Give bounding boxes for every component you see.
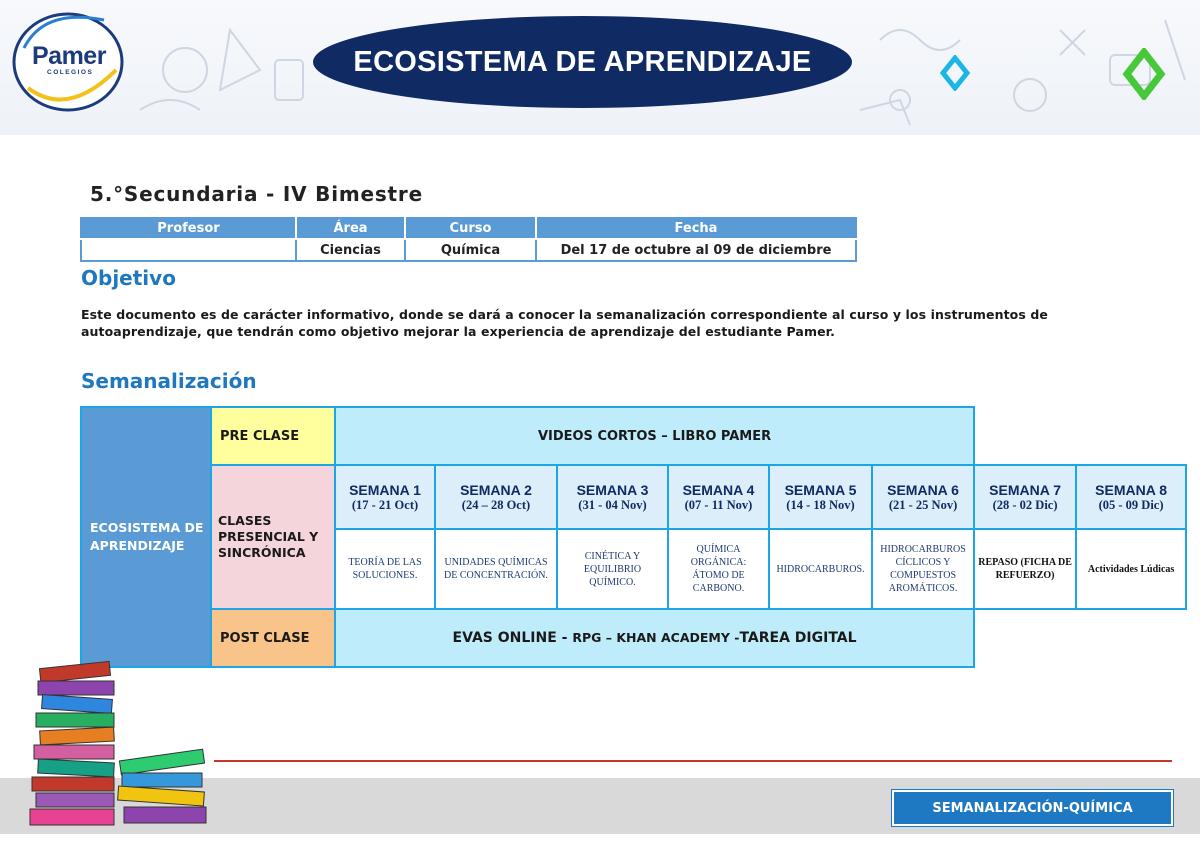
week-4-topic: QUÍMICA ORGÁNICA: ÁTOMO DE CARBONO.: [668, 529, 769, 609]
class-label: CLASES PRESENCIAL Y SINCRÓNICA: [211, 465, 335, 609]
week-1-header: [335, 465, 435, 529]
pre-class-content: VIDEOS CORTOS – LIBRO PAMER: [335, 407, 974, 465]
grade-heading: 5.°Secundaria - IV Bimestre: [90, 182, 423, 206]
schedule-title: Semanalización: [81, 369, 257, 393]
post-class-row: [81, 609, 1186, 667]
week-2-header: [435, 465, 557, 529]
page-title: ECOSISTEMA DE APRENDIZAJE: [353, 45, 812, 78]
week-3-topic: CINÉTICA Y EQUILIBRIO QUÍMICO.: [557, 529, 668, 609]
empty-cell: [974, 407, 1186, 465]
logo-subtext: COLEGIOS: [47, 69, 94, 76]
week-dates: (28 - 02 Dic): [992, 497, 1058, 512]
cyan-diamond-shape: [940, 55, 970, 91]
course-badge: SEMANALIZACIÓN-QUÍMICA: [892, 790, 1173, 826]
header-profesor: Profesor: [81, 218, 296, 239]
value-profesor: [81, 239, 296, 261]
week-name: SEMANA 3: [576, 481, 649, 498]
week-dates: (31 - 04 Nov): [578, 497, 647, 512]
header-area: Área: [296, 218, 405, 239]
week-name: SEMANA 5: [784, 481, 857, 498]
pre-class-label: PRE CLASE: [211, 407, 335, 465]
divider-line: [214, 760, 1172, 762]
header-fecha: Fecha: [536, 218, 856, 239]
pre-class-row: [81, 407, 1186, 465]
green-diamond-shape: [1122, 48, 1166, 100]
title-banner: [313, 16, 852, 108]
week-dates: (07 - 11 Nov): [684, 497, 753, 512]
value-curso: Química: [405, 239, 536, 261]
week-header-row: [81, 465, 1186, 529]
value-fecha: Del 17 de octubre al 09 de diciembre: [536, 239, 856, 261]
week-name: SEMANA 1: [349, 481, 421, 498]
week-name: SEMANA 7: [989, 481, 1061, 498]
course-info-table: [80, 217, 857, 262]
week-3-header: [557, 465, 668, 529]
objective-text: Este documento es de carácter informativo, donde se dará a conocer la semanalización correspondiente al curso y los instrumentos de autoaprendizaje, que tendrán como objetivo mejorar la experiencia de aprendizaje del estudiante Pamer.: [81, 307, 1048, 339]
week-4-header: [668, 465, 769, 529]
schedule-table: [80, 406, 1187, 668]
info-header-row: [81, 218, 856, 239]
week-6-header: [872, 465, 974, 529]
logo-text: Pamer: [32, 42, 106, 70]
post-content-part1: EVAS ONLINE -: [452, 630, 573, 646]
week-name: SEMANA 2: [460, 481, 532, 498]
header-curso: Curso: [405, 218, 536, 239]
books-stack-illustration: [20, 655, 220, 835]
ecosystem-label: ECOSISTEMA DE APRENDIZAJE: [81, 407, 211, 667]
week-8-topic: Actividades Lúdicas: [1076, 529, 1186, 609]
post-content-part2: RPG – KHAN ACADEMY -: [572, 630, 740, 645]
objective-title: Objetivo: [81, 266, 176, 290]
week-7-header: [974, 465, 1076, 529]
value-area: Ciencias: [296, 239, 405, 261]
post-class-content: [335, 609, 974, 667]
week-1-topic: TEORÍA DE LAS SOLUCIONES.: [335, 529, 435, 609]
week-7-topic: REPASO (FICHA DE REFUERZO): [974, 529, 1076, 609]
week-dates: (14 - 18 Nov): [786, 497, 855, 512]
header-banner: [0, 0, 1200, 135]
info-value-row: [81, 239, 856, 261]
week-2-topic: UNIDADES QUÍMICAS DE CONCENTRACIÓN.: [435, 529, 557, 609]
week-name: SEMANA 8: [1095, 481, 1167, 498]
week-8-header: [1076, 465, 1186, 529]
week-name: SEMANA 4: [682, 481, 755, 498]
post-content-part3: TAREA DIGITAL: [739, 630, 857, 646]
week-5-header: [769, 465, 872, 529]
week-dates: (17 - 21 Oct): [351, 497, 419, 512]
week-dates: (05 - 09 Dic): [1098, 497, 1164, 512]
week-dates: (21 - 25 Nov): [888, 497, 958, 512]
week-dates: (24 – 28 Oct): [461, 497, 531, 512]
week-5-topic: HIDROCARBUROS.: [769, 529, 872, 609]
week-name: SEMANA 6: [887, 481, 959, 498]
empty-cell: [974, 609, 1186, 667]
week-6-topic: HIDROCARBUROS CÍCLICOS Y COMPUESTOS AROMÁTICOS.: [872, 529, 974, 609]
post-class-label: POST CLASE: [211, 609, 335, 667]
